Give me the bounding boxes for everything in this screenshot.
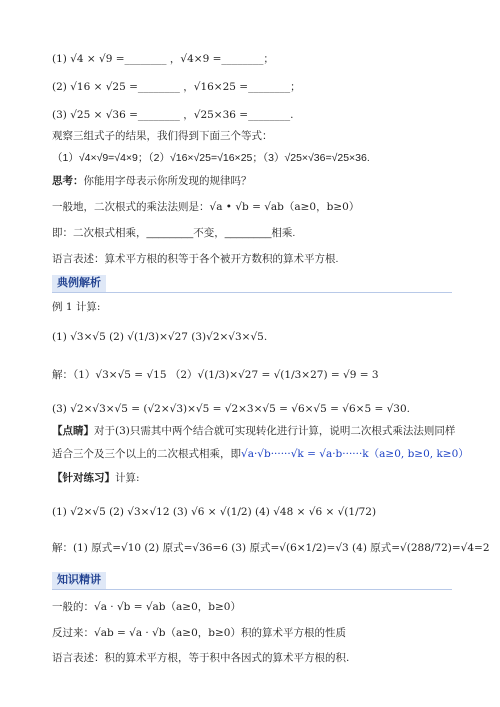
practice-label: 【针对练习】 <box>52 472 115 484</box>
knowledge-reverse: 反过来：√ab = √a · √b（a≥0，b≥0）积的算术平方根的性质 <box>52 627 346 639</box>
question-3: (3) √25 × √36 =________ ，√25×36 =________. <box>52 109 294 121</box>
observation-text: 观察三组式子的结果，我们得到下面三个等式： <box>52 130 273 142</box>
think-line <box>52 174 252 188</box>
think-text: 你能用字母表示你所发现的规律吗？ <box>83 175 252 187</box>
equations-line: （1）√4×√9=√4×9；（2）√16×√25=√16×25；（3）√25×√36=√25×36. <box>52 152 370 164</box>
tip-label: 【点睛】 <box>52 425 94 437</box>
example-heading: 例 1 计算: <box>52 301 101 313</box>
section-title-knowledge: 知识精讲 <box>52 572 106 589</box>
practice-text: 计算: <box>115 472 140 484</box>
rule-text: 一般地，二次根式的乘法法则是： <box>52 201 210 213</box>
tip-text-1: 对于(3)只需其中两个结合就可实现转化进行计算，说明二次根式乘法法则同样 <box>94 425 456 437</box>
practice-solution: 解：(1) 原式=√10 (2) 原式=√36=6 (3) 原式=√(6×1/2)=√3 (4) 原式=√(288/72)=√4=2 <box>52 542 490 554</box>
section-header-examples <box>52 275 452 293</box>
question-1: (1) √4 × √9 =________ ，√4×9 =________； <box>52 53 274 65</box>
rule-formula: √a • √b = √ab（a≥0，b≥0） <box>209 201 360 213</box>
tip-line-1 <box>52 424 455 438</box>
practice-heading <box>52 471 140 485</box>
section-header-knowledge <box>52 572 452 590</box>
example-solution-3: (3) √2×√3×√5 = (√2×√3)×√5 = √2×3×√5 = √6×√5 = √6×5 = √30. <box>52 403 410 415</box>
knowledge-description: 语言表述：积的算术平方根，等于积中各因式的算术平方根的积. <box>52 652 350 664</box>
tip-formula: √a·√b······√k = √a·b······k（a≥0, b≥0, k≥0） <box>241 448 469 460</box>
rule-line <box>52 200 359 214</box>
practice-problems: (1) √2×√5 (2) √3×√12 (3) √6 × √(1/2) (4) √48 × √6 × √(1/72) <box>52 506 377 518</box>
rule-summary: 即：二次根式相乘，________不变，________相乘. <box>52 227 296 239</box>
tip-line-2 <box>52 447 469 461</box>
example-solution-1-2: 解：（1）√3×√5 = √15 （2）√(1/3)×√27 = √(1/3×27) = √9 = 3 <box>52 369 379 381</box>
example-problems: (1) √3×√5 (2) √(1/3)×√27 (3)√2×√3×√5. <box>52 331 268 343</box>
question-2: (2) √16 × √25 =________ ，√16×25 =________； <box>52 81 301 93</box>
section-title-examples: 典例解析 <box>52 275 106 292</box>
language-description: 语言表述：算术平方根的积等于各个被开方数积的算术平方根. <box>52 253 339 265</box>
knowledge-general: 一般的：√a · √b = √ab（a≥0，b≥0） <box>52 601 241 613</box>
think-label: 思考： <box>52 175 84 187</box>
tip-text-2: 适合三个及三个以上的二次根式相乘，即 <box>52 448 241 460</box>
